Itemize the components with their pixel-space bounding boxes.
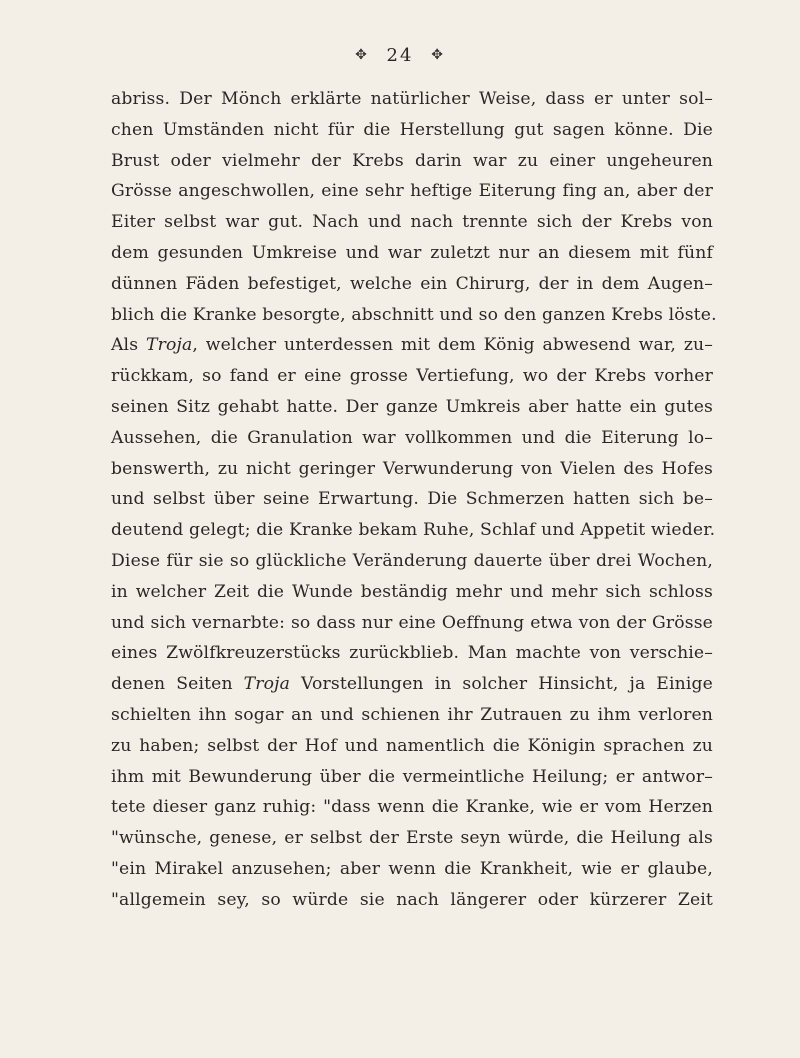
text-line: denen Seiten Troja Vorstellungen in solcher Hinsicht, ja Einige (111, 674, 713, 695)
text-line: und sich vernarbte: so dass nur eine Oeffnung etwa von der Grösse (111, 612, 713, 633)
text-line: schielten ihn sogar an und schienen ihr Zutrauen zu ihm verloren (111, 704, 713, 725)
text-line: blich die Kranke besorgte, abschnitt und so den ganzen Krebs löste. (111, 304, 717, 325)
text-line: tete dieser ganz ruhig: "dass wenn die Kranke, wie er vom Herzen (111, 797, 713, 818)
text-line: in welcher Zeit die Wunde beständig mehr und mehr sich schloss (111, 581, 713, 602)
left-ornament-icon: ✥ (355, 47, 369, 63)
text-line: Als Troja, welcher unterdessen mit dem König abwesend war, zu– (111, 335, 713, 356)
text-line: Diese für sie so glückliche Veränderung dauerte über drei Wochen, (111, 550, 713, 571)
text-line: "ein Mirakel anzusehen; aber wenn die Krankheit, wie er glaube, (111, 858, 713, 879)
text-line: deutend gelegt; die Kranke bekam Ruhe, Schlaf und Appetit wieder. (111, 520, 716, 541)
text-line: Aussehen, die Granulation war vollkommen und die Eiterung lo– (111, 427, 713, 448)
text-line: benswerth, zu nicht geringer Verwunderung von Vielen des Hofes (111, 458, 713, 479)
page-header (0, 44, 800, 66)
right-ornament-icon: ✥ (431, 47, 445, 63)
text-line: und selbst über seine Erwartung. Die Schmerzen hatten sich be– (111, 489, 713, 510)
text-line: Brust oder vielmehr der Krebs darin war zu einer ungeheuren (111, 150, 713, 171)
italic-name: Troja (145, 335, 193, 356)
text-line: chen Umständen nicht für die Herstellung gut sagen könne. Die (111, 119, 713, 140)
text-line: seinen Sitz gehabt hatte. Der ganze Umkreis aber hatte ein gutes (111, 396, 713, 417)
text-line: ihm mit Bewunderung über die vermeintliche Heilung; er antwor– (111, 766, 713, 787)
text-line: zu haben; selbst der Hof und namentlich die Königin sprachen zu (111, 735, 713, 756)
text-line: "wünsche, genese, er selbst der Erste seyn würde, die Heilung als (111, 828, 713, 849)
text-line: rückkam, so fand er eine grosse Vertiefung, wo der Krebs vorher (111, 366, 713, 387)
text-line: dünnen Fäden befestiget, welche ein Chirurg, der in dem Augen– (111, 273, 713, 294)
text-line: abriss. Der Mönch erklärte natürlicher Weise, dass er unter sol– (111, 89, 713, 109)
text-line: dem gesunden Umkreise und war zuletzt nur an diesem mit fünf (111, 242, 713, 263)
text-line: Grösse angeschwollen, eine sehr heftige Eiterung fing an, aber der (111, 181, 713, 202)
body-text (111, 84, 717, 916)
text-line: "allgemein sey, so würde sie nach längerer oder kürzerer Zeit (111, 889, 713, 910)
page-number: 24 (386, 44, 414, 66)
text-line: Eiter selbst war gut. Nach und nach trennte sich der Krebs von (111, 212, 713, 233)
text-line: eines Zwölfkreuzerstücks zurückblieb. Man machte von verschie– (111, 643, 713, 664)
italic-name: Troja (243, 674, 291, 695)
